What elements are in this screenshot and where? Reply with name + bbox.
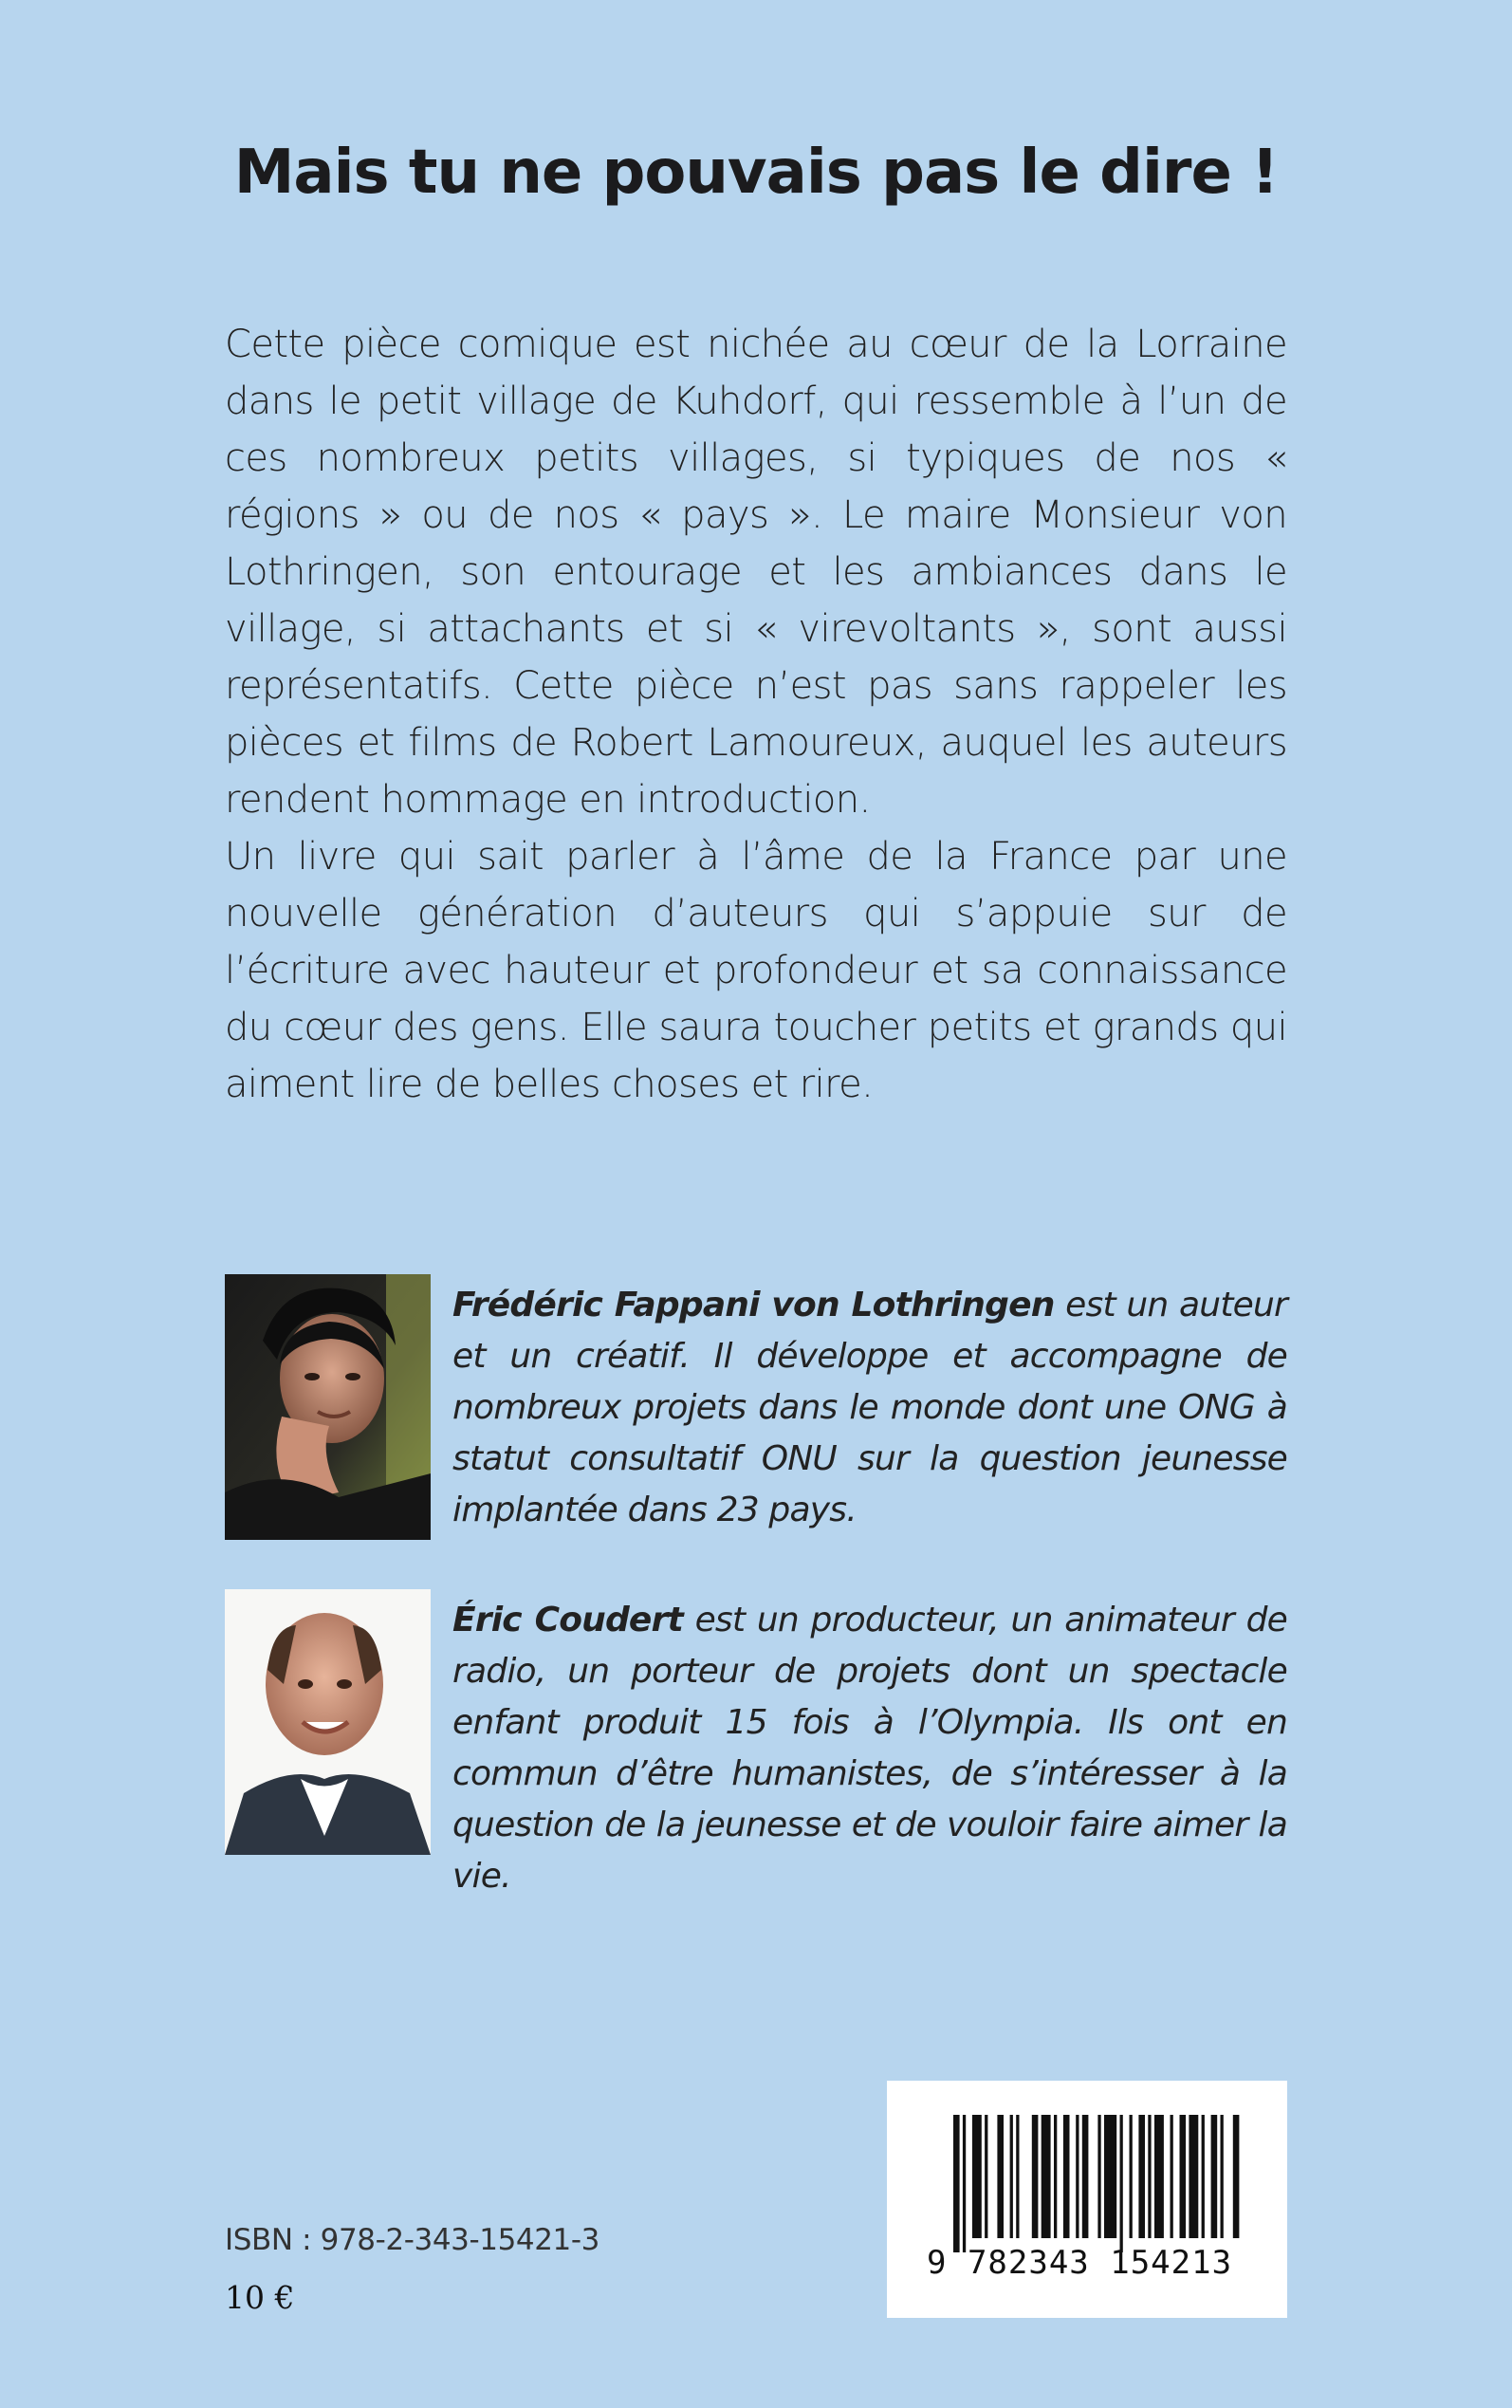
synopsis-paragraph-1: Cette pièce comique est nichée au cœur de la Lorraine dans le petit village de Kuhdorf, qui ressemble à l’un de ces nombreux petits villages, si typiques de nos « régions » ou de nos « pays ». Le maire Monsieur von Lothringen, son entourage et les ambiances dans le village, si attachants et si « virevoltants », sont aussi représentatifs. Cette pièce n’est pas sans rappeler les pièces et films de Robert Lamoureux, auquel les auteurs rendent hommage en introduction.	[225, 323, 1287, 822]
author-bio-text-2	[452, 1595, 1287, 1902]
author-name-2: Éric Coudert	[452, 1601, 683, 1639]
author-description-2: est un producteur, un animateur de radio, un porteur de projets dont un spectacle enfant produit 15 fois à l’Olympia. Ils ont en commun d’être humanistes, de s’intéresser à la question de la jeunesse et de vouloir faire aimer la vie.	[452, 1601, 1287, 1896]
synopsis-paragraph-2: Un livre qui sait parler à l’âme de la France par une nouvelle génération d’auteurs qui s’appuie sur de l’écriture avec hauteur et profondeur et sa connaissance du cœur des gens. Elle saura toucher petits et grands qui aiment lire de belles choses et rire.	[225, 835, 1287, 1106]
author-description-1: est un auteur et un créatif. Il développe et accompagne de nombreux projets dans le monde dont une ONG à statut consultatif ONU sur la question jeunesse implantée dans 23 pays.	[452, 1286, 1288, 1529]
book-title: Mais tu ne pouvais pas le dire !	[233, 138, 1279, 208]
isbn-label: ISBN : 978-2-343-15421-3	[225, 2223, 599, 2257]
barcode-bars	[887, 2081, 1287, 2318]
author-photo-2	[225, 1589, 431, 1855]
barcode	[887, 2081, 1287, 2318]
author-bio-text-1	[452, 1280, 1287, 1536]
author-name-1: Frédéric Fappani von Lothringen	[452, 1286, 1055, 1324]
barcode-digits: 9 782343 154213	[927, 2244, 1233, 2282]
price-label: 10 €	[225, 2279, 295, 2316]
author-photo-1	[225, 1274, 431, 1540]
